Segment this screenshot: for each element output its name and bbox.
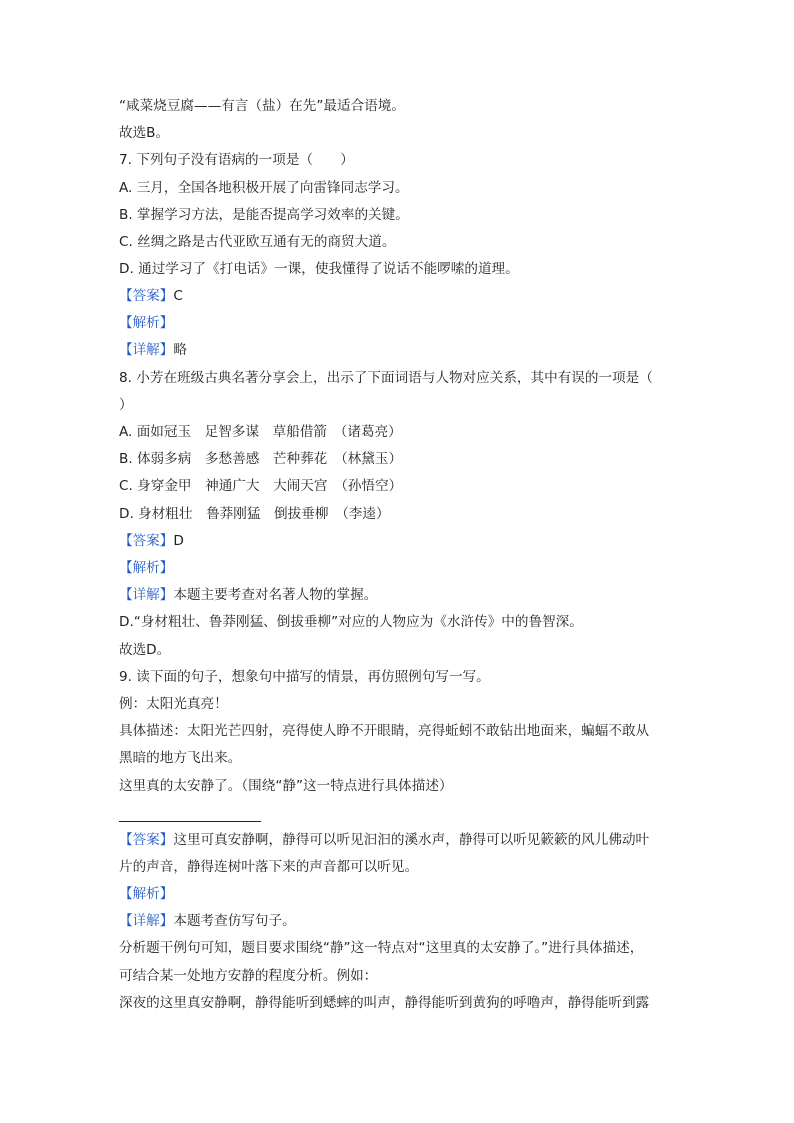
text-line: 故选B。	[119, 125, 170, 141]
detail-value: 本题考查仿写句子。	[173, 913, 296, 929]
text-line: 具体描述：太阳光芒四射，亮得使人睁不开眼睛，亮得蚯蚓不敢钻出地面来，蝙蝠不敢从	[119, 723, 650, 739]
answer-7	[119, 286, 183, 306]
answer-tag: 【答案】	[119, 832, 174, 848]
detail-8	[119, 585, 377, 605]
option-8d: D. 身材粗壮 鲁莽刚猛 倒拔垂柳 （李逵）	[119, 506, 390, 522]
question-8-cont: ）	[119, 397, 133, 413]
text-line: “咸菜烧豆腐——有言（盐）在先”最适合语境。	[119, 98, 405, 114]
detail-tag: 【详解】	[119, 587, 174, 603]
option-8a: A. 面如冠玉 足智多谋 草船借箭 （诸葛亮）	[119, 424, 402, 440]
option-7b: B. 掌握学习方法，是能否提高学习效率的关键。	[119, 207, 409, 223]
option-7a: A. 三月，全国各地积极开展了向雷锋同志学习。	[119, 180, 409, 196]
answer-value: D	[173, 533, 184, 549]
detail-value: 本题主要考查对名著人物的掌握。	[173, 587, 378, 603]
option-7c: C. 丝绸之路是古代亚欧互通有无的商贸大道。	[119, 234, 396, 250]
option-8c: C. 身穿金甲 神通广大 大闹天宫 （孙悟空）	[119, 478, 403, 494]
analysis-tag: 【解析】	[119, 315, 174, 331]
text-line: 这里真的太安静了。（围绕“静”这一特点进行具体描述）	[119, 778, 453, 794]
answer-tag: 【答案】	[119, 288, 174, 304]
detail-9	[119, 911, 296, 931]
text-line: 可结合某一处地方安静的程度分析。例如：	[119, 968, 378, 984]
answer-tag: 【答案】	[119, 533, 174, 549]
text-line: 片的声音，静得连树叶落下来的声音都可以听见。	[119, 859, 419, 875]
text-line: 故选D。	[119, 642, 171, 658]
answer-9	[119, 830, 649, 850]
analysis-tag: 【解析】	[119, 560, 174, 576]
question-9: 9. 读下面的句子，想象句中描写的情景，再仿照例句写一写。	[119, 669, 490, 685]
analysis-tag: 【解析】	[119, 886, 174, 902]
detail-value: 略	[173, 342, 187, 358]
answer-blank-line	[119, 821, 261, 822]
detail-tag: 【详解】	[119, 913, 174, 929]
detail-7	[119, 340, 187, 360]
option-7d: D. 通过学习了《打电话》一课，使我懂得了说话不能啰嗦的道理。	[119, 261, 519, 277]
option-8b: B. 体弱多病 多愁善感 芒种葬花 （林黛玉）	[119, 451, 403, 467]
text-line: D.“身材粗壮、鲁莽刚猛、倒拔垂柳”对应的人物应为《水浒传》中的鲁智深。	[119, 614, 583, 630]
question-7: 7. 下列句子没有语病的一项是（ ）	[119, 152, 354, 168]
question-8: 8. 小芳在班级古典名著分享会上，出示了下面词语与人物对应关系，其中有误的一项是（	[119, 370, 653, 386]
text-line: 深夜的这里真安静啊，静得能听到蟋蟀的叫声，静得能听到黄狗的呼噜声，静得能听到露	[119, 995, 650, 1011]
answer-8	[119, 531, 184, 551]
detail-tag: 【详解】	[119, 342, 174, 358]
answer-value: 这里可真安静啊，静得可以听见汩汩的溪水声，静得可以听见簌簌的风儿佛动叶	[173, 832, 650, 848]
answer-value: C	[173, 288, 183, 304]
text-line: 分析题干例句可知，题目要求围绕“静”这一特点对“这里真的太安静了。”进行具体描述，	[119, 940, 644, 956]
example-line: 例：太阳光真亮！	[119, 696, 228, 712]
text-line: 黑暗的地方飞出来。	[119, 750, 242, 766]
